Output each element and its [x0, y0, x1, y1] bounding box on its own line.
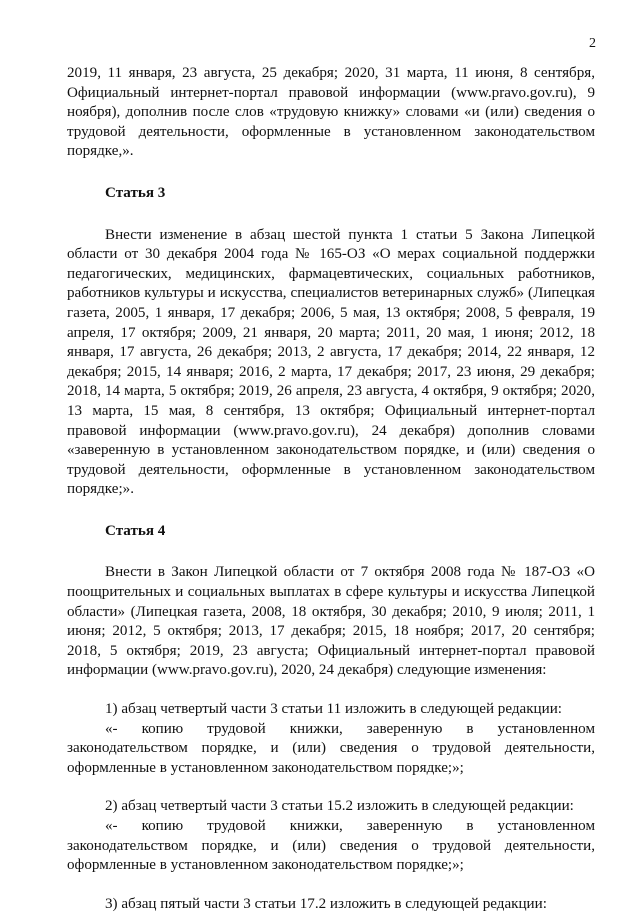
page-number: 2: [589, 36, 596, 51]
article-4-item-1-quote: «- копию трудовой книжки, заверенную в установленном законодательством порядке, и (или) сведения о трудовой деятельности, оформленные в установленном законодательством порядке;»;: [67, 720, 595, 776]
article-4-item-2-title: 2) абзац четвертый части 3 статьи 15.2 изложить в следующей редакции:: [105, 798, 574, 815]
article-4-text: Внести в Закон Липецкой области от 7 октября 2008 года № 187-ОЗ «О поощрительных и социальных выплатах в сфере культуры и искусства Липецкой области» (Липецкая газета, 2008, 18 октября, 30 декабря; 2010, 9 июля; 2011, 1 июня; 2012, 5 октября; 2013, 17 декабря; 2015, 18 ноября; 2017, 20 сентября; 2018, 5 октября; 2019, 23 августа; Официальный интернет-портал правовой информации (www.pravo.gov.ru), 2020, 24 декабря) следующие изменения:: [67, 564, 595, 679]
document-body: [67, 64, 595, 914]
intro-paragraph: 2019, 11 января, 23 августа, 25 декабря; 2020, 31 марта, 11 июня, 8 сентября, Официальный интернет-портал правовой информации (www.pravo.gov.ru), 9 ноября), дополнив после слов «трудовую книжку» словами «и (или) сведения о трудовой деятельности, оформленные в установленном законодательством порядке,».: [67, 65, 595, 160]
article-3-heading: Статья 3: [105, 184, 166, 201]
article-4-item-3-title: 3) абзац пятый части 3 статьи 17.2 изложить в следующей редакции:: [105, 895, 547, 912]
article-4-item-1-title: 1) абзац четвертый части 3 статьи 11 изложить в следующей редакции:: [105, 701, 562, 718]
article-4-item-2-quote: «- копию трудовой книжки, заверенную в установленном законодательством порядке, и (или) сведения о трудовой деятельности, оформленные в установленном законодательством порядке;»;: [67, 818, 595, 874]
article-3-text: Внести изменение в абзац шестой пункта 1 статьи 5 Закона Липецкой области от 30 декабря 2004 года № 165-ОЗ «О мерах социальной поддержки педагогических, медицинских, фармацевтических, социальных работников, работников культуры и искусства, специалистов ветеринарных служб» (Липецкая газета, 2005, 1 января, 17 декабря; 2006, 5 мая, 13 октября; 2008, 5 февраля, 19 апреля, 17 октября; 2009, 21 января, 20 марта; 2011, 20 мая, 1 июня; 2012, 18 января, 17 августа, 26 декабря; 2013, 2 августа, 17 декабря; 2014, 22 января, 12 декабря; 2015, 14 января; 2016, 2 марта, 17 декабря; 2017, 23 июня, 29 декабря; 2018, 14 марта, 5 октября; 2019, 26 апреля, 23 августа, 4 октября, 9 октября; 2020, 13 марта, 15 мая, 8 сентября, 13 октября; Официальный интернет-портал правовой информации (www.pravo.gov.ru), 24 декабря) дополнив словами «заверенную в установленном законодательством порядке, и (или) сведения о трудовой деятельности, оформленные в установленном законодательством порядке;».: [67, 226, 595, 498]
article-4-heading: Статья 4: [105, 522, 166, 539]
